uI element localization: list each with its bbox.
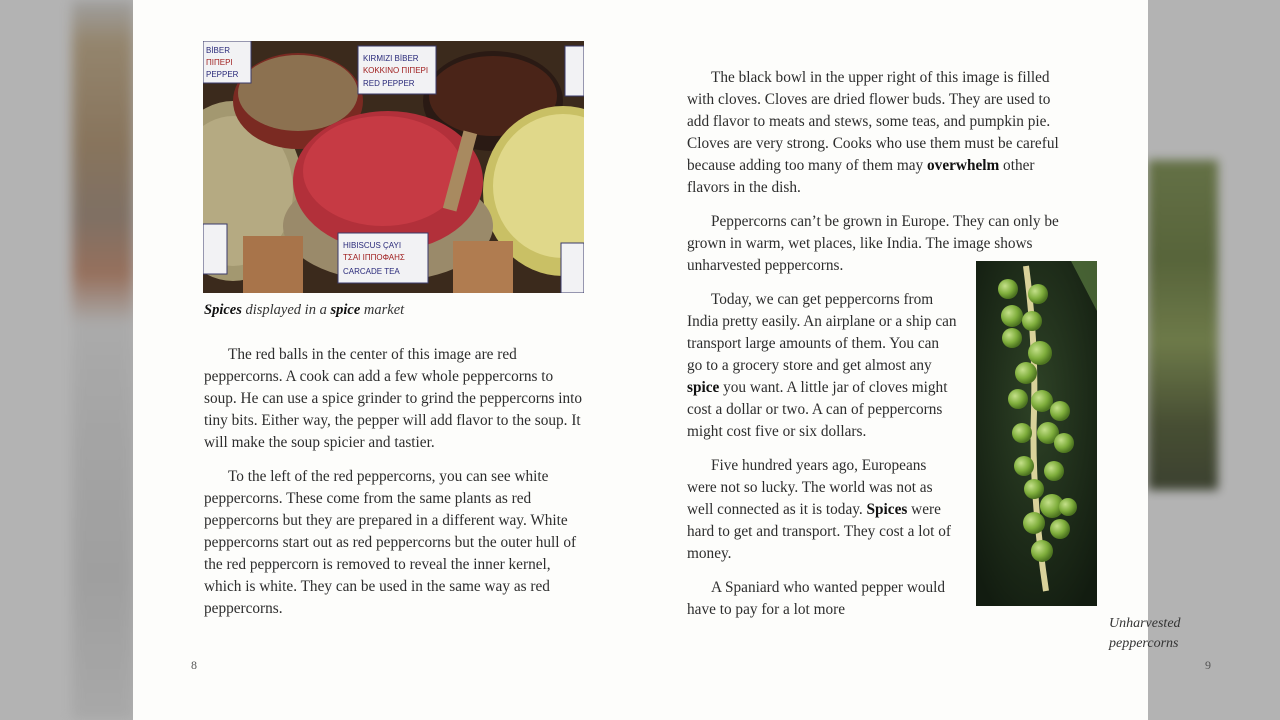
spice-market-caption <box>204 302 404 319</box>
text: you want. A little jar of cloves might cost a dollar or two. A can of peppercorns might cost five or six dollars. <box>687 379 948 440</box>
text: were hard to get and transport. They cost a lot of money. <box>687 501 951 562</box>
right-page-body-bottom <box>687 289 957 633</box>
caption-text: displayed in a <box>241 302 331 318</box>
paragraph <box>687 455 957 565</box>
caption-text: market <box>360 302 405 318</box>
svg-text:ΠΙΠΕΡΙ: ΠΙΠΕΡΙ <box>206 58 233 67</box>
book-spread <box>133 0 1211 720</box>
background-blur-left <box>72 0 134 720</box>
text: The black bowl in the upper right of this image is filled with cloves. Cloves are dried flower buds. They are used to add flavor to meats and stews, some teas, and pumpkin pie. Cloves are very strong. Cooks who use them must be careful because adding too many of them may <box>687 69 1059 174</box>
text: Five hundred years ago, Europeans were not so lucky. The world was not as well connected as it is today. <box>687 457 933 518</box>
svg-text:RED PEPPER: RED PEPPER <box>363 79 415 88</box>
svg-text:ΤΣΑΙ ΙΠΠΟΦΑΗΣ: ΤΣΑΙ ΙΠΠΟΦΑΗΣ <box>343 253 405 262</box>
unharvested-peppercorns-photo <box>976 261 1097 606</box>
bold-term: overwhelm <box>927 157 1000 174</box>
paragraph <box>687 289 957 443</box>
paragraph: The red balls in the center of this image are red peppercorns. A cook can add a few whole peppercorns to soup. He can use a spice grinder to grind the peppercorns into tiny bits. Either way, the pepper will add flavor to the soup. It will make the soup spicier and tastier. <box>204 346 583 451</box>
paragraph: Peppercorns can’t be grown in Europe. They can only be grown in warm, wet places, like India. The image shows unharvested peppercorns. <box>687 213 1059 274</box>
svg-text:KIRMIZI BİBER: KIRMIZI BİBER <box>363 54 419 63</box>
background-blur-right <box>1148 160 1218 490</box>
paragraph <box>687 67 1072 199</box>
page-number-right: 9 <box>1205 658 1211 672</box>
caption-bold-spices: Spices <box>204 302 242 318</box>
text: other flavors in the dish. <box>687 157 1035 196</box>
svg-text:CARCADE TEA: CARCADE TEA <box>343 267 400 276</box>
peppercorns-caption: Unharvested peppercorns <box>1109 616 1181 651</box>
svg-text:HIBISCUS ÇAYI: HIBISCUS ÇAYI <box>343 241 402 250</box>
page-number-left: 8 <box>191 658 197 672</box>
left-page-body <box>204 344 584 632</box>
right-page-body-top <box>687 67 1072 289</box>
svg-text:ΚΟΚΚΙΝΟ ΠΙΠΕΡΙ: ΚΟΚΚΙΝΟ ΠΙΠΕΡΙ <box>363 66 429 75</box>
text: Today, we can get peppercorns from India pretty easily. An airplane or a ship can transport large amounts of them. You can go to a grocery store and get almost any <box>687 291 957 374</box>
paragraph: To the left of the red peppercorns, you can see white peppercorns. These come from the same plants as red peppercorns but they are prepared in a different way. White peppercorns start out as red peppercorns but the outer hull of the red peppercorn is removed to reveal the inner kernel, which is white. They can be used in the same way as red peppercorns. <box>204 468 577 617</box>
svg-text:BİBER: BİBER <box>206 46 231 55</box>
paragraph: A Spaniard who wanted pepper would have to pay for a lot more <box>687 579 946 618</box>
bold-term: spice <box>687 379 720 396</box>
caption-bold-spice: spice <box>330 302 361 318</box>
left-page <box>133 0 640 720</box>
bold-term: Spices <box>866 501 908 518</box>
svg-text:PEPPER: PEPPER <box>206 70 239 79</box>
spice-market-photo <box>203 41 584 293</box>
